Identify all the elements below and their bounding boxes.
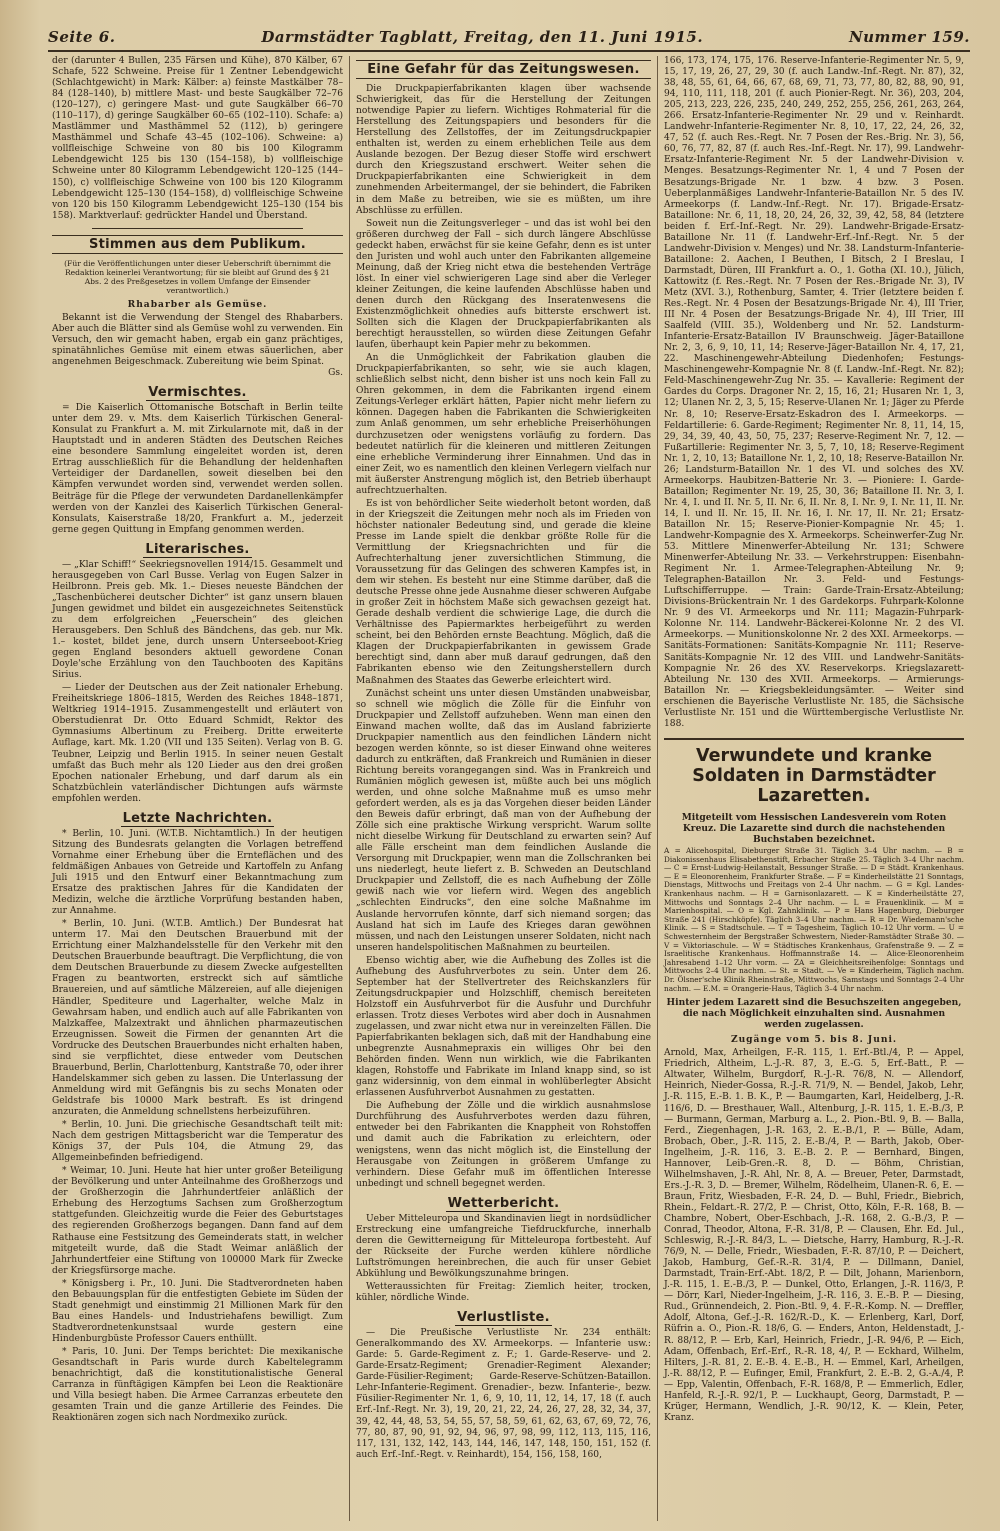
lazarette-intro: Mitgeteilt vom Hessischen Landesverein vom Roten Kreuz. Die Lazarette sind durch die nachstehenden Buchstaben bezeichnet. — [681, 811, 947, 845]
article-paragraph: An die Unmöglichkeit der Fabrikation glauben die Druckpapierfabrikanten, so sehr, wie sie auch klagen, schließlich selbst nicht, denn bisher ist uns noch kein Fall zu Ohren gekommen, in dem die Fabrikanten irgend einem Zeitungs-Verleger erklärt hätten, Papier nicht mehr liefern zu können. Dagegen haben die Fabrikanten die Schwierigkeiten zum Anlaß genommen, um sehr erhebliche Preiserhöhungen durchzusetzen oder wenigstens vorläufig zu fordern. Das bedeutet natürlich für die kleineren und mittleren Zeitungen eine erhebliche Verminderung ihrer Einnahmen. Und das in einer Zeit, wo es namentlich den kleinen Verlegern vielfach nur mit äußerster Anstrengung möglich ist, den Betrieb überhaupt aufrechtzuerhalten. — [356, 353, 651, 496]
column-1 — [48, 56, 350, 1521]
article-paragraph: Soweit nun die Zeitungsverleger – und das ist wohl bei den größeren durchweg der Fall – sich durch längere Abschlüsse gedeckt haben, erwächst für sie keine Gefahr, denn es ist unter den Juristen und wohl auch unter den Fabrikanten allgemeine Meinung, daß der Krieg nicht etwa die bestehenden Verträge löst. In einer viel schwierigeren Lage sind aber die Verleger kleiner Zeitungen, die keine laufenden Abschlüsse haben und denen durch den Rückgang des Inseratenwesens die Existenzmöglichkeit ohnedies aufs bitterste erschwert ist. Sollten sich die Klagen der Druckpapierfabrikanten als berechtigt herausstellen, so würden diese Zeitungen Gefahr laufen, überhaupt kein Papier mehr zu bekommen. — [356, 218, 651, 351]
verlustliste-continued: 166, 173, 174, 175, 176. Reserve-Infanterie-Regimenter Nr. 5, 9, 15, 17, 19, 26, 27, 29, 30 (f. auch Landw.-Inf.-Regt. Nr. 87), 32, 38, 48, 55, 61, 64, 66, 67, 68, 69, 71, 73, 77, 80, 82, 88, 90, 91, 94, 110, 111, 118, 201 (f. auch Pionier-Regt. Nr. 36), 203, 204, 205, 213, 223, 226, 235, 240, 249, 252, 255, 256, 261, 263, 264, 266. Ersatz-Infanterie-Regimenter Nr. 29 und v. Reinhardt. Landwehr-Infanterie-Regimenter Nr. 8, 10, 17, 22, 24, 26, 32, 47, 52 (f. auch Res.-Regt. Nr. 7 Posen der Res.-Brig. Nr. 3), 56, 60, 76, 77, 82, 87 (f. auch Res.-Inf.-Regt. Nr. 17), 99. Landwehr-Ersatz-Infanterie-Regiment Nr. 5 der Landwehr-Division v. Menges. Besatzungs-Regimenter Nr. 1, 4 und 7 Posen der Besatzungs-Brigade Nr. 1 bzw. 4 bzw. 3 Posen. Ueberplanmäßiges Landwehr-Infanterie-Bataillon Nr. 5 des IV. Armeekorps (f. Landw.-Inf.-Regt. Nr. 17). Brigade-Ersatz-Bataillone: Nr. 6, 11, 18, 20, 24, 26, 32, 39, 42, 58, 84 (letztere beiden f. Erf.-Inf.-Regt. Nr. 29). Landwehr-Brigade-Ersatz-Bataillone Nr. 11 (f. Landwehr-Erf.-Inf.-Regt. Nr. 5 der Landwehr-Division v. Menges) und Nr. 38. Landsturm-Infanterie-Bataillone: 2. Aachen, I Beuthen, I Bitsch, 2 I Breslau, I Darmstadt, Düren, III Frankfurt a. O., 1. Gotha (XI. 10.), Jülich, Kattowitz (f. Res.-Regt. Nr. 7 Posen der Res.-Brigade Nr. 3), IV Metz (XVI. 3.), Rothenburg, Samter, 4. Trier (letztere beiden f. Res.-Regt. Nr. 4 Posen der Besatzungs-Brigade Nr. 4), III Trier, III Nr. 4 Posen der Besatzungs-Brigade Nr. 4), III Trier, III Saalfeld (VIII. 35.), Woldenberg und Nr. 52. Landsturm-Infanterie-Ersatz-Bataillon IV Braunschweig. Jäger-Bataillone Nr. 2, 3, 6, 9, 10, 11, 14; Reserve-Jäger-Bataillon Nr. 4, 17, 21, 22. Maschinengewehr-Abteilung Diedenhofen; Festungs-Maschinengewehr-Kompagnie Nr. 8 (f. Landw.-Inf.-Regt. Nr. 82); Feld-Maschinengewehr-Zug Nr. 35. — Kavallerie: Regiment der Gardes du Corps. Dragoner Nr. 2, 15, 16, 21; Husaren Nr. 1, 3, 12; Ulanen Nr. 2, 3, 5, 15; Reserve-Ulanen Nr. 1; Jäger zu Pferde Nr. 8, 10; Reserve-Ersatz-Eskadron des I. Armeekorps. — Feldartillerie: 6. Garde-Regiment; Regimenter Nr. 8, 11, 14, 15, 29, 34, 39, 40, 43, 50, 75, 237; Reserve-Regiment Nr. 7, 12. — Fußartillerie: Regimenter Nr. 3, 5, 7, 10, 18; Reserve-Regiment Nr. 1, 2, 10, 13; Bataillone Nr. 1, 2, 10, 18; Reserve-Bataillon Nr. 26; Landsturm-Bataillon Nr. 1 des VI. und solches des XV. Armeekorps. Haubitzen-Batterie Nr. 3. — Pioniere: I. Garde-Bataillon; Regimenter Nr. 19, 25, 30, 36; Bataillone II. Nr. 3, I. Nr. 4, I. und II. Nr. 5, II. Nr. 6, II. Nr. 8, I. Nr. 9, I. Nr. 11, II. Nr. 14, I. und II. Nr. 15, II. Nr. 16, I. Nr. 17, II. Nr. 21; Ersatz-Bataillon Nr. 15; Reserve-Pionier-Kompagnie Nr. 45; 1. Landwehr-Kompagnie des X. Armeekorps. Scheinwerfer-Zug Nr. 53. Mittlere Minenwerfer-Abteilung Nr. 131; Schwere Minenwerfer-Abteilung Nr. 33. — Verkehrstruppen: Eisenbahn-Regiment Nr. 1. Armee-Telegraphen-Abteilung Nr. 9; Telegraphen-Bataillon Nr. 3. Feld- und Festungs-Luftschifferruppe. — Train: Garde-Train-Ersatz-Abteilung; Divisions-Brückentrain Nr. 1 des Gardekorps. Fuhrpark-Kolonne Nr. 9 des VI. Armeekorps und Nr. 111; Magazin-Fuhrpark-Kolonne Nr. 114. Landwehr-Bäckerei-Kolonne Nr. 2 des VI. Armeekorps. — Munitionskolonne Nr. 2 des XXI. Armeekorps. — Sanitäts-Formationen: Sanitäts-Kompagnie Nr. 111; Reserve-Sanitäts-Kompagnie Nr. 12 des VIII. und Landwehr-Sanitäts-Kompagnie Nr. 26 des XV. Reservekorps. Kriegslazarett-Abteilung Nr. 130 des XVII. Armeekorps. — Armierungs-Bataillon Nr. — Kriegsbekleidungsämter. — Weiter sind erschienen die Bayerische Verlustliste Nr. 185, die Sächsische Verlustliste Nr. 151 und die Württembergische Verlustliste Nr. 188. — [664, 56, 964, 729]
news-item: * Berlin, 10. Juni. (W.T.B. Nichtamtlich.) In der heutigen Sitzung des Bundesrats gelangten die Vorlagen betreffend Vornahme einer Erhebung über die Ernteflächen und des feldmäßigen Anbaues von Getreide und Kartoffeln zu Anfang Juli 1915 und den Entwurf einer Bekanntmachung zum Ersatze des praktischen Jahres für die Kandidaten der Medizin, welche die ärztliche Vorprüfung bestanden haben, zur Annahme. — [52, 828, 343, 917]
verlustliste-text: — Die Preußische Verlustliste Nr. 234 enthält: Generalkommando des XV. Armeekorps. — Infanterie usw.: Garde: 5. Garde-Regiment z. F.; 1. Garde-Reserve- und 2. Garde-Ersatz-Regiment; Grenadier-Regiment Alexander; Garde-Füsilier-Regiment; Garde-Reserve-Schützen-Bataillon. Lehr-Infanterie-Regiment. Grenadier-, bezw. Infanterie-, bezw. Füsilier-Regimenter Nr. 1, 6, 9, 10, 11, 12, 14, 17, 18 (f. auch Erf.-Inf.-Regt. Nr. 3), 19, 20, 21, 22, 24, 26, 27, 28, 32, 34, 37, 39, 42, 44, 48, 53, 54, 55, 57, 58, 59, 61, 62, 63, 67, 69, 72, 76, 77, 80, 87, 90, 91, 92, 94, 96, 97, 98, 99, 112, 113, 115, 116, 117, 131, 132, 142, 143, 144, 146, 147, 148, 150, 151, 152 (f. auch Erf.-Inf.-Regt. v. Reinhardt), 154, 156, 158, 160, — [356, 1328, 651, 1460]
page-header — [48, 28, 970, 52]
market-report: der (darunter 4 Bullen, 235 Färsen und Kühe), 870 Kälber, 67 Schafe, 522 Schweine. Preise für 1 Zentner Lebendgewicht (Schlachtgewicht) in Mark: Kälber: a) feinste Mastkälber 78–84 (128–140), b) mittlere Mast- und beste Saugkälber 72–76 (120–127), c) geringere Mast- und gute Saugkälber 66–70 (110–117), d) geringe Saugkälber 60–65 (102–110). Schafe: a) Mastlämmer und Masthämmel 52 (112), b) geringere Masthämmel und Schafe 43–45 (102–106). Schweine: a) vollfleischige Schweine von 80 bis 100 Kilogramm Lebendgewicht 125 bis 130 (154–158), b) vollfleischige Schweine unter 80 Kilogramm Lebendgewicht 120–125 (144–150), c) vollfleischige Schweine von 100 bis 120 Kilogramm Lebendgewicht 125–130 (154–158), d) vollfleischige Schweine von 120 bis 150 Kilogramm Lebendgewicht 125–130 (154 bis 158). Marktverlauf: gedrückter Handel und Überstand. — [52, 56, 343, 221]
stimmen-note: (Für die Veröffentlichungen unter dieser Ueberschrift übernimmt die Redaktion keinerlei Verantwortung; für sie bleibt auf Grund des § 21 Abs. 2 des Preßgesetzes in vollem Umfange der Einsender verantwortlich.) — [64, 258, 331, 295]
column-2 — [350, 56, 658, 1521]
divider — [92, 228, 303, 229]
stimmen-heading: Stimmen aus dem Publikum. — [52, 235, 343, 254]
lazarette-heading: Verwundete und kranke Soldaten in Darmstädter Lazaretten. — [664, 738, 964, 806]
rhabarber-signature: Gs. — [328, 368, 343, 379]
page-number: Seite 6. — [48, 28, 116, 46]
article-paragraph: Zunächst scheint uns unter diesen Umständen unabweisbar, so schnell wie möglich die Zölle für die Einfuhr von Druckpapier und Zellstoff aufzuheben. Wenn man einen den Einwand machen wollte, daß das im Ausland fabrizierte Druckpapier namentlich aus den feindlichen Ländern nicht bezogen werden könnte, so ist dieser Einwand ohne weiteres dadurch zu entkräften, daß Frankreich und Rumänien in dieser Richtung bereits vorangegangen sind. Was in Frankreich und Rumänien möglich gewesen ist, müßte auch bei uns möglich werden, und ohne solche Maßnahme muß es umso mehr gefordert werden, als es ja das Vorgehen dieser beiden Länder den Beweis dafür erbringt, daß man von der Aufhebung der Zölle sich eine praktische Wirkung verspricht. Warum sollte nicht dieselbe Wirkung für Deutschland zu erwarten sein? Auf alle Fälle erscheint man dem feindlichen Auslande die Versorgung mit Druckpapier, wenn man die Zollschranken bei uns niederlegt, heute liefert z. B. Schweden an Deutschland Druckpapier und Zellstoff, die es nach Aufhebung der Zölle gewiß nach wie vor liefern wird. Wegen des angeblich „schlechten Eindrucks“, den eine solche Maßnahme im Auslande hervorrufen könnte, darf sich niemand sorgen; das Ausland hat sich im Laufe des Krieges daran gewöhnen müssen, und nach den Leistungen unserer Soldaten, nicht nach unseren handelspolitischen Maßnahmen zu beurteilen. — [356, 688, 651, 953]
issue-number: Nummer 159. — [848, 28, 970, 46]
article-paragraph: Es ist von behördlicher Seite wiederholt betont worden, daß in der Kriegszeit die Zeitungen mehr noch als im Frieden von höchster nationaler Bedeutung sind, und gerade die kleine Presse im Lande spielt die denkbar größte Rolle für die Vermittlung der Kriegsnachrichten und für die Aufrechterhaltung jener zuversichtlichen Stimmung, die Voraussetzung für das Gelingen des schweren Kampfes ist, in dem wir stehen. Es besteht nur eine Stimme darüber, daß die deutsche Presse ohne jede Ausnahme dieser schweren Aufgabe in großer Zeit in höchstem Maße sich gewachsen gezeigt hat. Gerade deshalb verdient die schwierige Lage, die durch die Verhältnisse des Papiermarktes herbeigeführt zu werden scheint, bei den Behörden ernste Beachtung. Möglich, daß die Klagen der Druckpapierfabrikanten in gewissem Grade berechtigt sind, dann aber muß darauf gedrungen, daß den Fabrikanten ebenso wie den Zeitungsherstellern durch Maßnahmen des Staates das Gewerbe erleichtert wird. — [356, 498, 651, 686]
news-item: * Berlin, 10. Juni. Die griechische Gesandtschaft teilt mit: Nach dem gestrigen Mittagsbericht war die Temperatur des Königs 37, der Puls 104, die Atmung 29, das Allgemeinbefinden befriedigend. — [52, 1120, 343, 1164]
newspaper-title: Darmstädter Tagblatt, Freitag, den 11. Juni 1915. — [261, 28, 704, 46]
lazarette-key: A = Alicehospital, Dieburger Straße 31. Täglich 3–4 Uhr nachm. — B = Diakonissenhaus Elisabethenstift, Erbacher Straße 25. Täglich 3–4 Uhr nachm. — C = Ernst-Ludwig-Heilanstalt, Bessunger Straße. — D = Städt. Krankenhaus. — E = Eleonorenheim, Frankfurter Straße. — F = Kinderheilstätte 21 Sonntags, Dienstags, Mittwochs und Freitags von 2–4 Uhr nachm. — G = Kgl. Landes-Krankenhaus nachm. — H = Garnisonlazarett. — K = Kinderheilstätte 27, Mittwochs und Sonntags 2–4 Uhr nachm. — L = Frauenklinik. — M = Marienhospital. — O = Kgl. Zahnklinik. — P = Hans Hagenburg, Dieburger Straße 241 (Hirschköpfe). Täglich 3–4 Uhr nachm. — R = Dr. Wiedemann'sche Klinik. — S = Stadtschule. — T = Tagesheim, Täglich 10–12 Uhr vorm. — U = Schwesternheim der Bergstraßer Schwestern, Nieder-Ramstädter Straße 30. — V = Viktoriaschule. — W = Städtisches Krankenhaus, Grafenstraße 9. — Z = Israelitische Krankenhaus. Hoffmannstraße 14. — Alice-Eleonorenheim Jahresabend 1–12 Uhr vorm. — ZA = Gleichheitsreihenfolge: Sonntags und Mittwochs 2–4 Uhr nachm. — St. = Stadt. — Ve = Kinderheim, Täglich nachm. Dr. Ölsner'sche Klinik Rheinstraße, Mittwochs, Samstags und Sonntags 2–4 Uhr nachm. — E.M. = Orangerie-Haus, Täglich 3–4 Uhr nachm. — [664, 846, 964, 993]
zugaenge-list: Arnold, Max, Arheilgen, F.-R. 115, 1. Erf.-Btl./4, P. — Appel, Friedrich, Altheim, L.-J.-R. 87, 3, E.-G. 5, Erf.-Batt., P. — Altwater, Wilhelm, Burgdorf, R.-J.-R. 76/8, N. — Allendorf, Heinrich, Nieder-Gossa, R.-J.-R. 71/9, N. — Bendel, Jakob, Lehr, J.-R. 115, E.-B. 1. B. K., P. — Baumgarten, Karl, Heidelberg, J.-R. 116/6, D. — Bresthauer, Wall., Altenburg, J.-R. 115, 1. E.-B./3, P. — Burmann, German, Marburg a. L., 2. Pion.-Btl. 9, B. — Balla, Ferd., Ziegenhagen, J.-R. 163, 2. E.-B./1, P. — Bülle, Adam, Brobach, Ober., J.-R. 115, 2. E.-B./4, P. — Barth, Jakob, Ober-Ingelheim, J.-R. 116, 3. E.-B. 2. P. — Bernhard, Bingen, Hannover, Leib-Gren.-R. 8, D. — Böhm, Christian, Wilhelmshaven, J.-R. Ahl, Nr. 8, A. — Breuer, Peter, Darmstadt, Ers.-J.-R. 3, D. — Bremer, Wilhelm, Rödelheim, Ulanen-R. 6, E. — Braun, Fritz, Wiesbaden, F.-R. 24, D. — Buhl, Friedr., Biebrich, Rhein., Feldart.-R. 27/2, P. — Christ, Otto, Köln, F.-R. 168, B. — Chambre, Nobert, Ober-Eschbach, J.-R. 168, 2. G.-B./3, P. — Conrad, Theodor, Altona, F.-R. 31/8, P. — Clausen, Ehr. Ed. Jul., Schleswig, R.-J.-R. 84/3, L. — Dietsche, Harry, Hamburg, R.-J.-R. 76/9, N. — Delle, Friedr., Wiesbaden, F.-R. 87/10, P. — Deichert, Jakob, Hamburg, Gef.-R.-R. 31/4, P. — Dillmann, Daniel, Darmstadt, Train-Erf.-Abt. 18/2, P. — Dilt, Johann, Marienborn, J.-R. 115, 1. E.-B./3, P. — Dunkel, Otto, Erlangen, J.-R. 116/3, P. — Dörr, Karl, Nieder-Ingelheim, J.-R. 116, 3. E.-B. P. — Diesing, Rud., Grünnendeich, 2. Pion.-Btl. 9, 4. F.-R.-Komp. N. — Dreffler, Adolf, Altona, Gef.-J.-R. 162/R.-D., K. — Erlenberg, Karl, Dorf, Rüfrin a. O., Pion.-R. 18/6, G. — Enders, Anton, Heldenstadt, J.-R. 88/12, P. — Erb, Karl, Heinrich, Friedr., J.-R. 94/6, P. — Eich, Adam, Offenbach, Erf.-Erf., R.-R. 18, 4/, P. — Eckhard, Wilhelm, Hilters, J.-R. 81, 2. E.-B. 4. E.-B., H. — Emmel, Karl, Arheilgen, J.-R. 88/12, P. — Eufinger, Emil, Frankfurt, 2. E.-B. 2, G.-A./4, P. — Epp, Valentin, Offenbach, F.-R. 168/8, P. — Emmerlich, Edler, Hanfeld, R.-J.-R. 92/1, P. — Luckhaupt, Georg, Darmstadt, P. — Krüger, Hermann, Wendlich, J.-R. 90/12, K. — Klein, Peter, Kranz. — [664, 1048, 964, 1423]
weather-forecast: Wetteraussichten für Freitag: Ziemlich heiter, trocken, kühler, nördliche Winde. — [356, 1282, 651, 1304]
rhabarber-text: Bekannt ist die Verwendung der Stengel des Rhabarbers. Aber auch die Blätter sind als Gemüse wohl zu verwenden. Ein Versuch, den wir gemacht haben, ergab ein ganz prächtiges, spinatähnliches Gemüse mit einem etwas säuerlichen, aber angenehmen Beigeschmack. Zubereitung wie beim Spinat. — [52, 312, 343, 367]
literarisches-p2: — Lieder der Deutschen aus der Zeit nationaler Erhebung. Freiheitskriege 1806–1815, Werden des Reiches 1848–1871, Weltkrieg 1914–1915. Zusammengestellt und erläutert von Oberstudienrat Dr. Otto Eduard Schmidt, Rektor des Gymnasiums Albertinum zu Freiberg. Dritte erweiterte Auflage, kart. Mk. 1.20 (VII und 135 Seiten). Verlag von B. G. Teubner, Leipzig und Berlin 1915. In seiner neuen Gestalt umfaßt das Buch mehr als 120 Lieder aus den drei großen Epochen nationaler Erhebung, und darf darum als ein Schatzbüchlein vaterländischer Dichtungen aufs wärmste empfohlen werden. — [52, 683, 343, 804]
vermischtes-heading: Vermischtes. — [148, 385, 247, 401]
article-paragraph: Ebenso wichtig aber, wie die Aufhebung des Zolles ist die Aufhebung des Ausfuhrverbotes zu sein. Unter dem 26. September hat der Stellvertreter des Reichskanzlers für Zeitungsdruckpapier und Holzschliff, chemisch bereiteten Holzstoff ein Ausfuhrverbot für die Ausfuhr und Durchfuhr erlassen. Trotz dieses Verbotes wird aber doch in Ausnahmen zugelassen, und zwar nicht etwa nur in vereinzelten Fällen. Die Papierfabrikanten beklagen sich, daß mit der Handhabung eine unbegrenzte Ausnahmepraxis ein williges Ohr bei den Behörden finden. Wenn nun wirklich, wie die Fabrikanten klagen, Rohstoffe und Fabrikate im Inland knapp sind, so ist ganz widersinnig, von dem einmal in wohlüberlegter Absicht erlassenen Ausfuhrverbot Ausnahmen zu gestatten. — [356, 955, 651, 1099]
article-paragraph: Die Druckpapierfabrikanten klagen über wachsende Schwierigkeit, das für die Herstellung der Zeitungen notwendige Papier zu liefern. Wichtiges Rohmaterial für die Herstellung des Zeitungspapiers und besonders für die Herstellung des Zellstoffes, der im Zeitungsdruckpapier enthalten ist, werden zu einem erheblichen Teile aus dem Auslande bezogen. Der Bezug dieser Stoffe wird erschwert durch den Kriegszustand erschwert. Weiter sehen die Druckpapierfabrikanten eine Schwierigkeit in dem zunehmenden Arbeitermangel, der sie behindert, die Fabriken in dem Maße zu betreiben, wie sie es müßten, um ihre Abschlüsse zu erfüllen. — [356, 84, 651, 216]
literarisches-p1: — „Klar Schiff!“ Seekriegsnovellen 1914/15. Gesammelt und herausgegeben von Carl Busse. Verlag von Eugen Salzer in Heilbronn. Preis geb. Mk. 1.– Dieses neueste Bändchen der „Taschenbücherei deutscher Dichter“ ist ganz unsern blauen Jungen gewidmet und bildet ein ausgezeichnetes Seitenstück zu dem erfolgreichen „Feuerschein“ des gleichen Herausgebers. Den Schluß des Bändchens, das geb. nur Mk. 1.– kostet, bildet jene, durch unsern Unterseeboot-Krieg gegen England besonders aktuell gewordene Conan Doyle'sche Erzählung von den Tauchbooten des Kapitäns Sirius. — [52, 559, 343, 681]
news-item: * Königsberg i. Pr., 10. Juni. Die Stadtverordneten haben den Bebauungsplan für die entfestigten Gebiete im Süden der Stadt genehmigt und einstimmig 21 Millionen Mark für den Bau eines Handels- und Industriehafens bewilligt. Zum Stadtverordnetenkunstsaal wurde gestern eine Hindenburgbüste Professor Cauers enthüllt. — [52, 1278, 343, 1344]
columns — [48, 56, 970, 1521]
news-item: * Weimar, 10. Juni. Heute hat hier unter großer Beteiligung der Bevölkerung und unter Anteilnahme des Großherzogs und der Großherzogin die Jahrhundertfeier anläßlich der Erhebung des Herzogtums Sachsen zum Großherzogtum stattgefunden. Gleichzeitig wurde die Feier des Geburtstages des regierenden Großherzogs begangen. Dann fand auf dem Rathause eine Festsitzung des Gemeinderats statt, in welcher mitgeteilt wurde, daß die Stadt Weimar anläßlich der Jahrhundertfeier eine Stiftung von 100000 Mark für Zwecke der Kriegsfürsorge mache. — [52, 1166, 343, 1276]
letzte-nachrichten-heading: Letzte Nachrichten. — [122, 810, 273, 826]
weather-text: Ueber Mitteleuropa und Skandinavien liegt in nordsüdlicher Erstreckung eine umfangreiche Tiefdruckfurche, innerhalb deren die Gewitterneigung für Mitteleuropa fortbesteht. Auf der Rückseite der Furche werden kühlere nördliche Luftströmungen hereinbrechen, die auch für unser Gebiet Abkühlung und Bewölkungszunahme bringen. — [356, 1213, 651, 1279]
literarisches-heading: Literarisches. — [145, 541, 250, 557]
wetterbericht-heading: Wetterbericht. — [447, 1195, 560, 1211]
column-3 — [658, 56, 970, 1521]
news-item: * Berlin, 10. Juni. (W.T.B. Amtlich.) Der Bundesrat hat unterm 17. Mai den Deutschen Brauerbund mit der Errichtung einer Malzhandelsstelle für den Verkehr mit den Deutschen Brauerbunde beauftragt. Die Verpflichtung, die von dem Deutschen Brauerbunde zu diesem Zwecke aufgestellten Fragen zu beantworten, erstreckt sich auf sämtliche Brauereien, und auf sämtliche Mälzereien, auf alle diejenigen Händler, Spediteure und Lagerhalter, welche Malz in Gewahrsam haben, und endlich auch auf alle Fabrikanten von Malzkaffee, Malzextrakt und ähnlichen pharmazeutischen Erzeugnissen. Soweit die Firmen der genannten Art die Vordrucke des Deutschen Brauerbundes nicht erhalten haben, sind sie verpflichtet, diese entweder vom Deutschen Brauerbund, Berlin, Charlottenburg, Kantstraße 70, oder ihrer Handelskammer sich geben zu lassen. Die Unterlassung der Anmeldung wird mit Gefängnis bis zu sechs Monaten oder Geldstrafe bis 10000 Mark bestraft. Es ist dringend anzuraten, die Anmeldung schnellstens herbeizuführen. — [52, 919, 343, 1117]
zugaenge-heading: Zugänge vom 5. bis 8. Juni. — [730, 1034, 898, 1046]
news-item: * Paris, 10. Juni. Der Temps berichtet: Die mexikanische Gesandtschaft in Paris wurde durch Kabeltelegramm benachrichtigt, daß die konstitutionalistische General Carranza in fünftägigen Kämpfen bei Leon die Reaktionäre und Villa besiegt haben. Die Armee Carranzas erbeutete den gesamten Train und die ganze Artillerie des Feindes. Die Reaktionären zogen sich nach Nordmexiko zurück. — [52, 1346, 343, 1424]
article-paragraph: Die Aufhebung der Zölle und die wirklich ausnahmslose Durchführung des Ausfuhrverbotes werden dazu führen, entweder bei den Fabrikanten die Knappheit von Rohstoffen und damit auch die Fabrikation zu erleichtern, oder wenigstens, wenn das nicht möglich ist, die Einstellung der Herausgabe von Zeitungen in größerem Umfange zu verhindern. Diese Gefahr muß im öffentlichen Interesse unbedingt und schnell begegnet werden. — [356, 1101, 651, 1189]
lazarette-note: Hinter jedem Lazarett sind die Besuchszeiten angegeben, die nach Möglichkeit einzuhalten sind. Ausnahmen werden zugelassen. — [666, 997, 962, 1031]
zeitungswesen-heading: Eine Gefahr für das Zeitungswesen. — [356, 60, 651, 79]
vermischtes-text: = Die Kaiserlich Ottomanische Botschaft in Berlin teilte unter dem 29. v. Mts. dem Kaiserlich Türkischen General-Konsulat zu Frankfurt a. M. mit Zirkularnote mit, daß in der Hauptstadt und in anderen Städten des Deutschen Reiches eine besondere Sammlung eingeleitet worden ist, deren Ertrag ausschließlich für die Behandlung der heldenhaften Verteidiger der Dardanellen, soweit dieselben bei den Kämpfen verwundet worden sind, verwendet werden sollen. Beiträge für die Pflege der verwundeten Dardanellenkämpfer werden von der Kanzlei des Kaiserlich Türkischen General-Konsulats, Kaiserstraße 18/20, Frankfurt a. M., jederzeit gerne gegen Quittung in Empfang genommen werden. — [52, 403, 343, 535]
rhabarber-heading: Rhabarber als Gemüse. — [127, 298, 268, 310]
verlustliste-heading: Verlustliste. — [457, 1310, 550, 1326]
